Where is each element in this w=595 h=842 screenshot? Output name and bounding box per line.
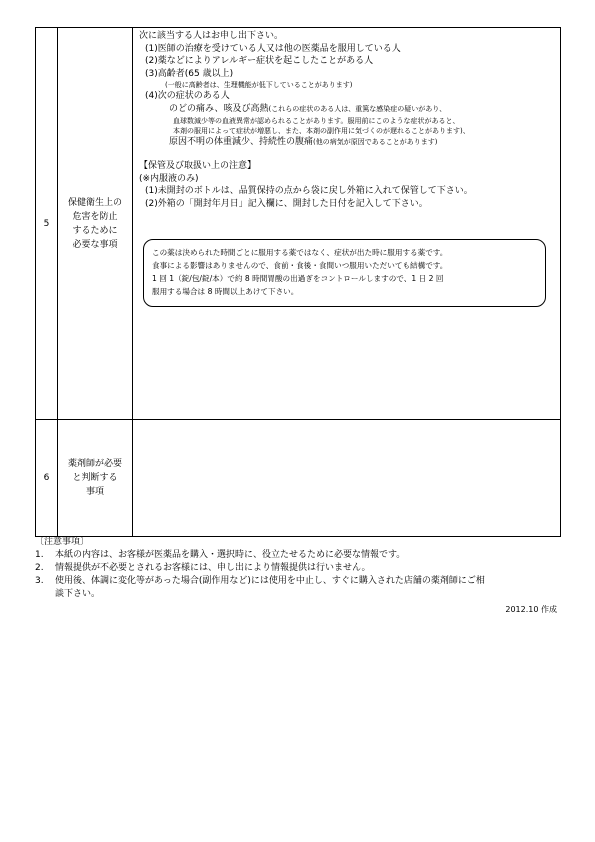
row-label-line: と判断する: [72, 473, 118, 483]
note-text: 本紙の内容は、お客様が医薬品を購入・選択時に、役立たせるために必要な情報です。: [55, 550, 406, 560]
row-number: 6: [36, 420, 58, 537]
row-label-line: 危害を防止: [72, 211, 118, 222]
list-item: (3)高齢者(65 歳以上): [145, 68, 234, 79]
usage-line: 1 回 1（錠/包/錠/本）で約 8 時間胃酸の出過ぎをコントロールしますので、1 日 2 回: [152, 273, 444, 283]
list-item: (2)外箱の「開封年月日」記入欄に、開封した日付を記入して下さい。: [145, 198, 428, 209]
symptom-main: 原因不明の体重減少、持続性の腹痛: [169, 136, 314, 147]
list-item: (1)未開封のボトルは、品質保持の点から袋に戻し外箱に入れて保管して下さい。: [145, 186, 473, 197]
note-text: 使用後、体調に変化等があった場合(副作用など)には使用を中止し、すぐに購入された店舗の薬剤師にご相: [55, 576, 485, 586]
table-row: [36, 28, 561, 420]
storage-sub: (※内服液のみ): [139, 173, 199, 184]
row-label-line: 必要な事項: [72, 239, 118, 250]
notes-heading: 〔注意事項〕: [35, 537, 90, 547]
info-table: [35, 27, 561, 537]
creation-date: 2012.10 作成: [505, 605, 557, 614]
table-row: [36, 420, 561, 537]
symptom-line: [139, 136, 556, 149]
list-item: [35, 562, 561, 575]
usage-line: この薬は決められた時間ごとに服用する薬ではなく、症状が出た時に服用する薬です。: [152, 247, 448, 257]
list-item: (2)薬などによりアレルギー症状を起こしたことがある人: [145, 56, 374, 67]
row-label-line: 薬剤師が必要: [67, 459, 122, 469]
row-content: [133, 420, 561, 537]
row-label-line: 事項: [85, 487, 104, 497]
list-item: (4)次の症状のある人: [145, 91, 230, 102]
note-text: 情報提供が不必要とされるお客様には、申し出により情報提供は行いません。: [55, 563, 371, 573]
row-label-line: するために: [72, 225, 118, 236]
intro-text: 次に該当する人はお申し出下さい。: [139, 31, 284, 41]
list-item: (1)医師の治療を受けている人又は他の医薬品を服用している人: [145, 43, 401, 54]
symptom-note: (これらの症状のある人は、重篤な感染症の疑いがあり、: [268, 104, 447, 113]
row-label: [58, 28, 133, 420]
list-item: [35, 575, 561, 588]
row-label-line: 保健衛生上の: [67, 197, 122, 208]
symptom-line: [139, 103, 556, 116]
note-number: 1.: [35, 550, 44, 560]
row-label: [58, 420, 133, 537]
elderly-note: (一般に高齢者は、生理機能が低下していることがあります): [165, 81, 353, 90]
symptom-note: 本剤の服用によって症状が増悪し、また、本剤の副作用に気づくのが遅れることがあります)、: [173, 126, 470, 135]
symptom-note: 血球数減少等の血液異常が認められることがあります。服用前にこのような症状があると、: [173, 116, 460, 125]
notes-section: [35, 536, 561, 616]
symptom-main: のどの痛み、咳及び高熱: [169, 103, 269, 114]
usage-line: 食事による影響はありませんので、食前・食後・食間いつ服用いただいても結構です。: [152, 260, 448, 270]
list-item: [35, 549, 561, 562]
storage-heading: 【保管及び取扱い上の注意】: [139, 161, 257, 172]
row-number: 5: [36, 28, 58, 420]
usage-line: 服用する場合は 8 時間以上あけて下さい。: [152, 286, 299, 296]
usage-box: [143, 239, 546, 307]
note-text-continued: 談下さい。: [55, 589, 101, 599]
note-number: 3.: [35, 576, 44, 586]
row-content: [133, 28, 561, 420]
symptom-note: (他の病気が原因であることがあります): [313, 137, 438, 146]
note-number: 2.: [35, 563, 44, 573]
